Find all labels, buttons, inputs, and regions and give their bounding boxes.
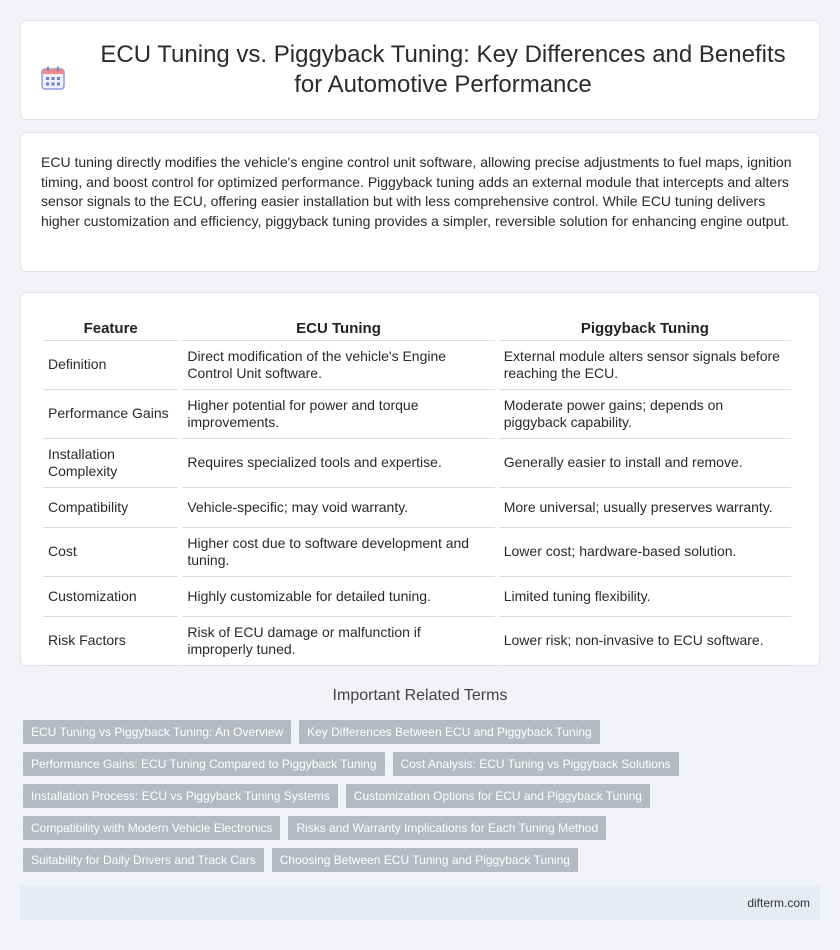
intro-paragraph: ECU tuning directly modifies the vehicle's engine control unit software, allowing precise adjustments to fuel maps, ignition timing, and boost control for optimized performance. Piggyback tuning adds an external module that intercepts and alters sensor signals to the ECU, offering easier installation but with less comprehensive control. While ECU tuning delivers higher customization and efficiency, piggyback tuning provides a simpler, reversible solution for enhancing engine output. bbox=[41, 154, 792, 229]
comparison-table-card bbox=[20, 292, 820, 666]
intro-card bbox=[20, 132, 820, 272]
table-row bbox=[43, 617, 791, 666]
related-term-tag[interactable]: Performance Gains: ECU Tuning Compared to Piggyback Tuning bbox=[23, 752, 385, 776]
header-piggyback-tuning: Piggyback Tuning bbox=[499, 311, 791, 341]
header-ecu-tuning: ECU Tuning bbox=[182, 311, 494, 341]
related-term-tag[interactable]: Risks and Warranty Implications for Each Tuning Method bbox=[288, 816, 606, 840]
related-term-tag[interactable]: Installation Process: ECU vs Piggyback Tuning Systems bbox=[23, 784, 338, 808]
related-term-tag[interactable]: Choosing Between ECU Tuning and Piggyback Tuning bbox=[272, 848, 578, 872]
cell-piggyback: More universal; usually preserves warranty. bbox=[499, 488, 791, 528]
related-term-tag[interactable]: Suitability for Daily Drivers and Track Cars bbox=[23, 848, 264, 872]
cell-ecu: Risk of ECU damage or malfunction if improperly tuned. bbox=[182, 617, 494, 666]
tag-row bbox=[23, 752, 823, 776]
tag-row bbox=[23, 816, 823, 840]
tag-row bbox=[23, 720, 823, 744]
table-row bbox=[43, 488, 791, 528]
cell-ecu: Vehicle-specific; may void warranty. bbox=[182, 488, 494, 528]
cell-ecu: Higher potential for power and torque improvements. bbox=[182, 390, 494, 439]
table-header-row bbox=[43, 311, 791, 341]
cell-ecu: Requires specialized tools and expertise. bbox=[182, 439, 494, 488]
cell-ecu: Direct modification of the vehicle's Engine Control Unit software. bbox=[182, 341, 494, 390]
cell-ecu: Highly customizable for detailed tuning. bbox=[182, 577, 494, 617]
header-card bbox=[20, 20, 820, 120]
related-terms-list bbox=[23, 720, 823, 880]
related-term-tag[interactable]: Cost Analysis: ECU Tuning vs Piggyback Solutions bbox=[393, 752, 679, 776]
cell-piggyback: Lower cost; hardware-based solution. bbox=[499, 528, 791, 577]
related-term-tag[interactable]: Customization Options for ECU and Piggyback Tuning bbox=[346, 784, 650, 808]
cell-feature: Risk Factors bbox=[43, 617, 178, 666]
cell-ecu: Higher cost due to software development and tuning. bbox=[182, 528, 494, 577]
cell-piggyback: Moderate power gains; depends on piggyback capability. bbox=[499, 390, 791, 439]
cell-feature: Definition bbox=[43, 341, 178, 390]
comparison-table bbox=[39, 311, 795, 666]
calendar-grid-icon bbox=[40, 65, 66, 91]
cell-feature: Customization bbox=[43, 577, 178, 617]
related-term-tag[interactable]: Key Differences Between ECU and Piggyback Tuning bbox=[299, 720, 600, 744]
cell-piggyback: External module alters sensor signals before reaching the ECU. bbox=[499, 341, 791, 390]
page-title: ECU Tuning vs. Piggyback Tuning: Key Differences and Benefits for Automotive Performance bbox=[100, 41, 786, 98]
table-row bbox=[43, 528, 791, 577]
cell-feature: Cost bbox=[43, 528, 178, 577]
related-term-tag[interactable]: ECU Tuning vs Piggyback Tuning: An Overview bbox=[23, 720, 291, 744]
footer-site-link[interactable]: difterm.com bbox=[747, 896, 810, 910]
cell-piggyback: Generally easier to install and remove. bbox=[499, 439, 791, 488]
cell-feature: Compatibility bbox=[43, 488, 178, 528]
table-row bbox=[43, 390, 791, 439]
footer bbox=[20, 886, 820, 920]
tag-row bbox=[23, 784, 823, 808]
tag-row bbox=[23, 848, 823, 872]
header-feature: Feature bbox=[43, 311, 178, 341]
cell-piggyback: Limited tuning flexibility. bbox=[499, 577, 791, 617]
table-row bbox=[43, 439, 791, 488]
title-wrap bbox=[40, 40, 800, 100]
table-row bbox=[43, 341, 791, 390]
cell-feature: Installation Complexity bbox=[43, 439, 178, 488]
table-row bbox=[43, 577, 791, 617]
cell-feature: Performance Gains bbox=[43, 390, 178, 439]
cell-piggyback: Lower risk; non-invasive to ECU software. bbox=[499, 617, 791, 666]
related-term-tag[interactable]: Compatibility with Modern Vehicle Electronics bbox=[23, 816, 280, 840]
related-terms-title: Important Related Terms bbox=[332, 687, 508, 704]
